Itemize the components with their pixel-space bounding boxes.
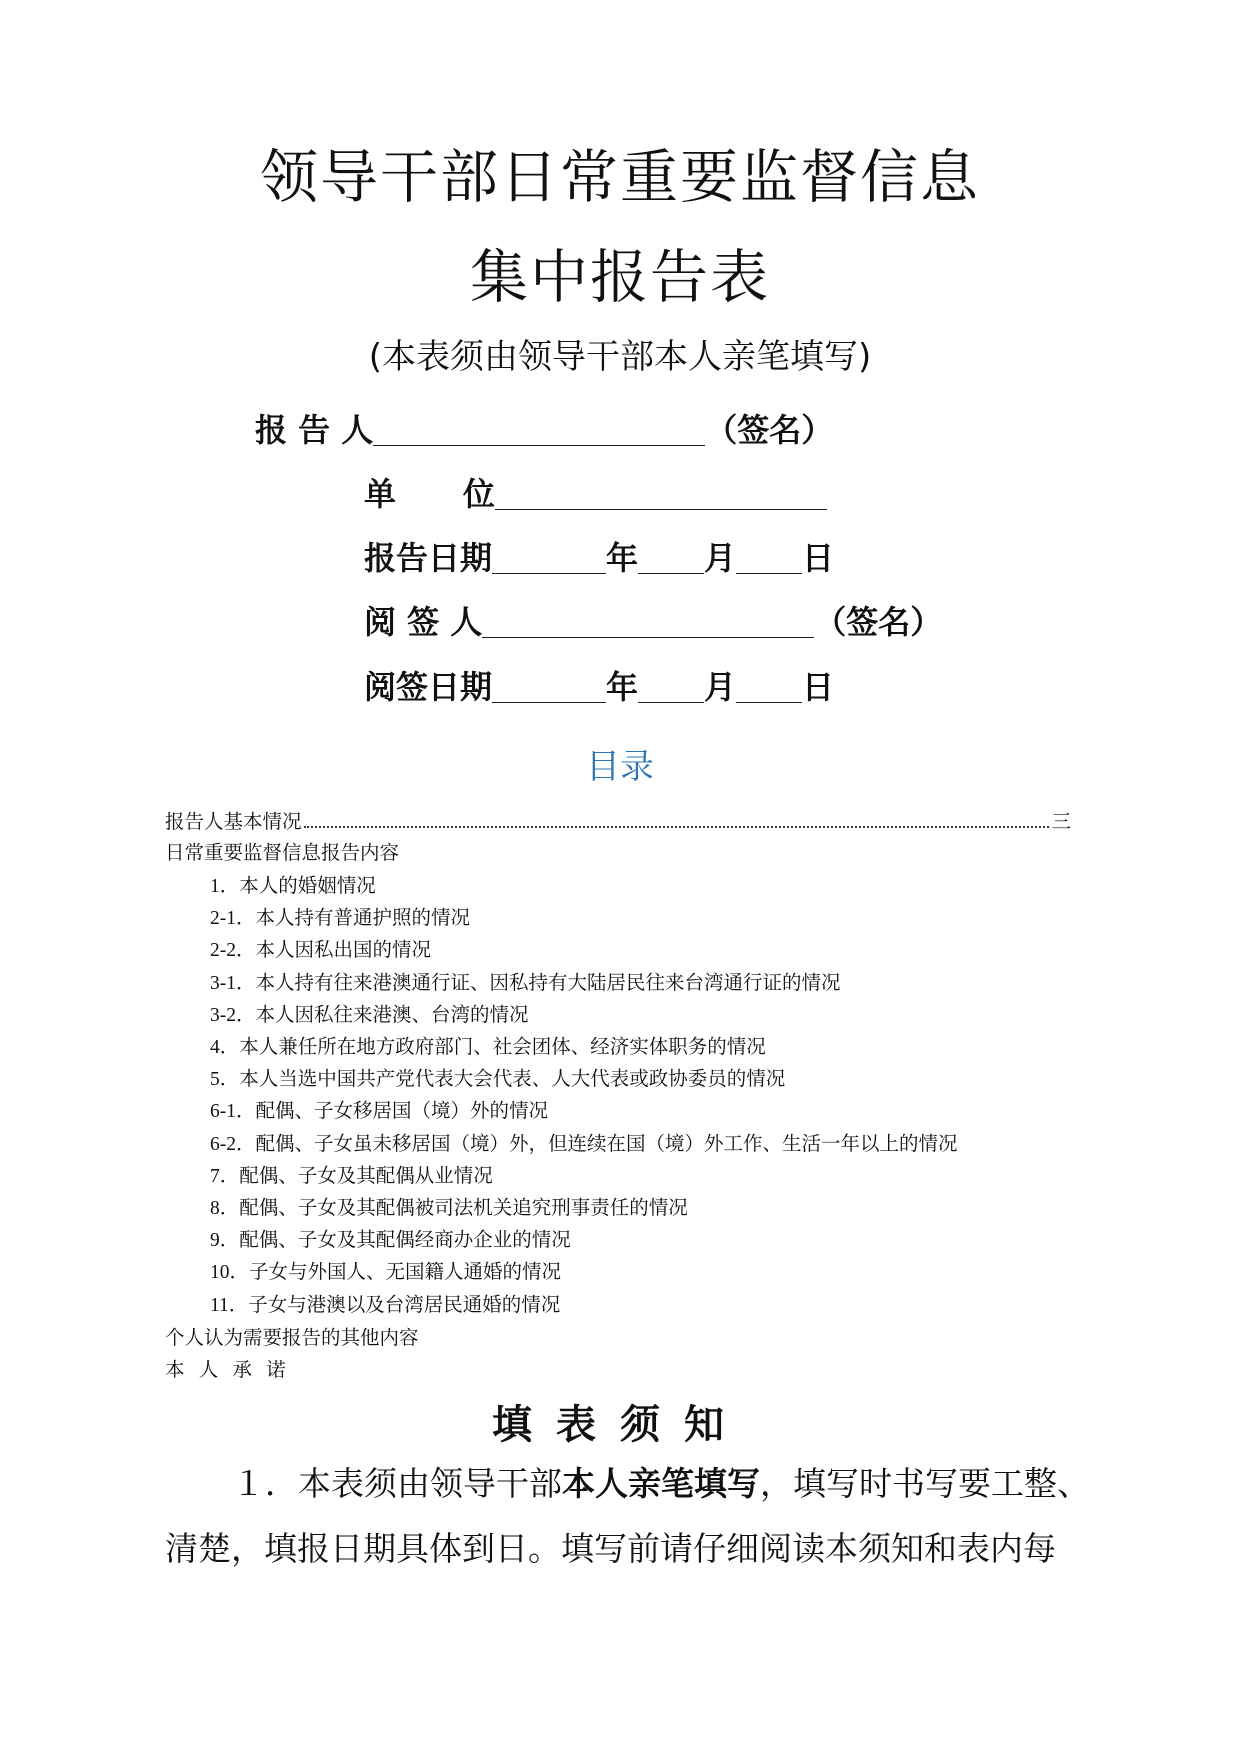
- toc-item-number: 6-2．: [210, 1133, 256, 1155]
- toc-item[interactable]: [210, 1037, 766, 1058]
- report-day-unit: 日: [802, 539, 835, 577]
- toc-item[interactable]: [210, 876, 376, 897]
- toc-item[interactable]: [210, 908, 470, 929]
- toc-item-text: 配偶、子女移居国（境）外的情况: [255, 1099, 549, 1123]
- toc-item-text: 本人兼任所在地方政府部门、社会团体、经济实体职务的情况: [239, 1035, 766, 1058]
- toc-item-number: 1．: [210, 876, 240, 897]
- toc-item-text: 子女与外国人、无国籍人通婚的情况: [249, 1260, 562, 1284]
- toc-item[interactable]: [210, 1230, 571, 1251]
- toc-entry-basic-info[interactable]: [165, 812, 1071, 832]
- review-year-unit: 年: [606, 668, 639, 706]
- toc-item[interactable]: [210, 1101, 548, 1122]
- report-date-label: 报告日期: [364, 539, 493, 577]
- toc-item-text: 本人因私往来港澳、台湾的情况: [255, 1002, 529, 1026]
- toc-title: 目录: [586, 747, 654, 787]
- reviewer-row: [364, 594, 943, 641]
- toc-item[interactable]: [210, 970, 841, 994]
- review-day-field[interactable]: [736, 672, 802, 703]
- unit-field[interactable]: [495, 479, 827, 510]
- toc-section-heading[interactable]: 日常重要监督信息报告内容: [165, 841, 400, 864]
- toc-item[interactable]: [210, 1163, 493, 1187]
- toc-item-text: 本人当选中国共产党代表大会代表、人大代表或政协委员的情况: [239, 1067, 786, 1091]
- toc-item[interactable]: [210, 1002, 529, 1026]
- reporter-signature-field[interactable]: [373, 415, 705, 446]
- toc-item[interactable]: [210, 1131, 958, 1155]
- toc-leader-dots: [304, 825, 1050, 828]
- unit-label: 单 位: [364, 475, 495, 513]
- notice-paragraph-1: [232, 1464, 1090, 1503]
- toc-item-number: 6-1．: [210, 1101, 256, 1123]
- notice-p1-emphasis: 本人亲笔填写: [562, 1464, 760, 1503]
- reporter-row: [255, 402, 834, 449]
- toc-item[interactable]: [210, 1262, 561, 1283]
- toc-item[interactable]: [210, 940, 431, 961]
- report-month-field[interactable]: [638, 543, 704, 574]
- toc-item-number: 3-1．: [210, 972, 256, 994]
- toc-entry-other[interactable]: 个人认为需要报告的其他内容: [165, 1326, 419, 1349]
- document-title-line-1: 领导干部日常重要监督信息: [259, 143, 980, 211]
- notice-title: 填表须知: [492, 1402, 748, 1448]
- toc-item-text: 本人持有往来港澳通行证、因私持有大陆居民往来台湾通行证的情况: [255, 970, 841, 994]
- notice-paragraph-2: 清楚，填报日期具体到日。填写前请仔细阅读本须知和表内每: [165, 1529, 1056, 1568]
- document-title-line-2: 集中报告表: [469, 243, 770, 311]
- toc-item-number: 11．: [210, 1294, 249, 1316]
- toc-item-number: 3-2．: [210, 1004, 256, 1026]
- report-year-field[interactable]: [492, 543, 606, 574]
- review-month-field[interactable]: [638, 672, 704, 703]
- toc-item-number: 2-1．: [210, 908, 256, 930]
- notice-p1-prefix: １．本表须由领导干部: [232, 1464, 562, 1503]
- toc-item-number: 7．: [210, 1165, 240, 1187]
- review-year-field[interactable]: [492, 672, 606, 703]
- report-day-field[interactable]: [736, 543, 802, 574]
- toc-entry-promise[interactable]: 本 人 承 诺: [165, 1358, 290, 1381]
- toc-item-text: 配偶、子女及其配偶经商办企业的情况: [239, 1228, 571, 1252]
- toc-page-number: 三: [1051, 810, 1071, 833]
- report-month-unit: 月: [704, 539, 737, 577]
- toc-item[interactable]: [210, 1198, 688, 1219]
- toc-item-text: 本人的婚姻情况: [239, 874, 376, 897]
- toc-item-text: 本人因私出国的情况: [255, 938, 432, 962]
- reviewer-sign-suffix: （签名）: [814, 603, 943, 641]
- toc-item-text: 子女与港澳以及台湾居民通婚的情况: [248, 1292, 561, 1316]
- toc-item-number: 4．: [210, 1037, 240, 1058]
- review-day-unit: 日: [802, 668, 835, 706]
- report-year-unit: 年: [606, 539, 639, 577]
- reviewer-signature-field[interactable]: [482, 607, 814, 638]
- toc-item-text: 配偶、子女虽未移居国（境）外，但连续在国（境）外工作、生活一年以上的情况: [255, 1131, 958, 1155]
- toc-item-text: 配偶、子女及其配偶被司法机关追究刑事责任的情况: [239, 1196, 688, 1219]
- reviewer-label: 阅 签 人: [364, 603, 483, 641]
- toc-item-text: 配偶、子女及其配偶从业情况: [239, 1163, 493, 1187]
- toc-item-number: 8．: [210, 1198, 240, 1219]
- review-date-label: 阅签日期: [364, 668, 493, 706]
- toc-entry-label: 报告人基本情况: [165, 810, 302, 833]
- toc-item-number: 5．: [210, 1069, 240, 1091]
- reporter-sign-suffix: （签名）: [705, 411, 834, 449]
- report-date-row: [364, 530, 835, 577]
- toc-item[interactable]: [210, 1292, 561, 1316]
- toc-item-number: 2-2．: [210, 940, 256, 962]
- review-month-unit: 月: [704, 668, 737, 706]
- toc-item-number: 9．: [210, 1230, 240, 1252]
- toc-item[interactable]: [210, 1069, 785, 1090]
- reporter-label: 报 告 人: [255, 411, 374, 449]
- review-date-row: [364, 659, 835, 706]
- notice-p1-suffix: ，填写时书写要工整、: [760, 1464, 1090, 1503]
- toc-item-number: 10．: [210, 1262, 250, 1284]
- toc-item-text: 本人持有普通护照的情况: [255, 906, 471, 930]
- document-subtitle: (本表须由领导干部本人亲笔填写): [368, 337, 872, 377]
- unit-row: [364, 466, 827, 513]
